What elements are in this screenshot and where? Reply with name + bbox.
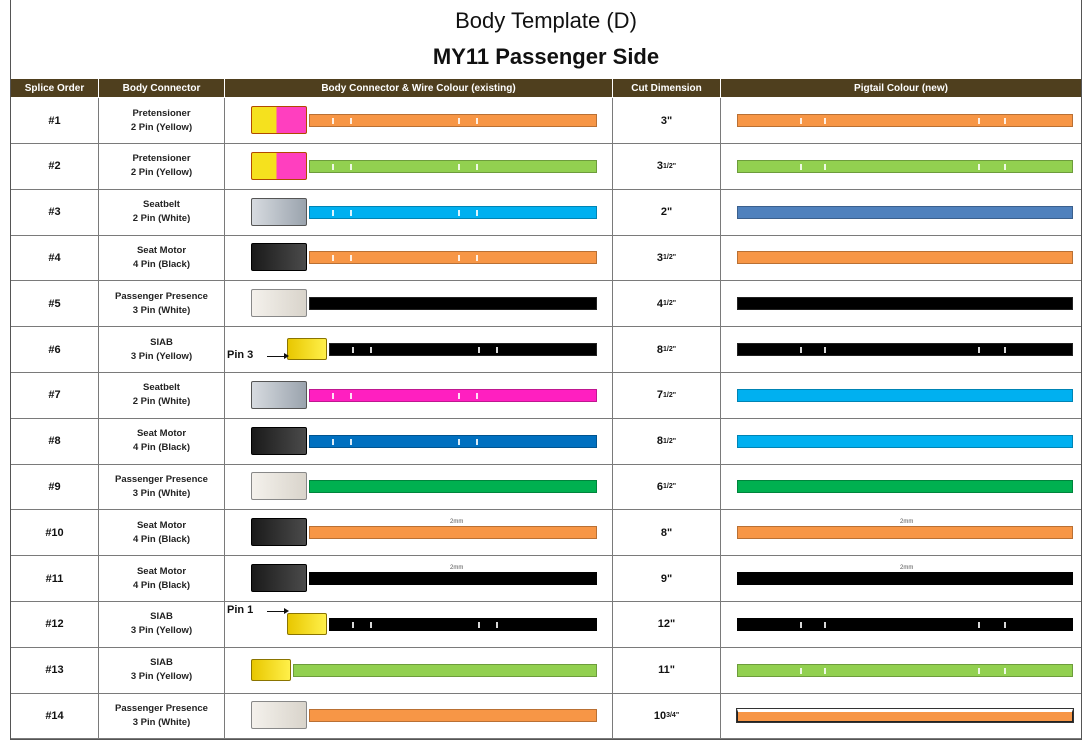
cut-fraction: 1/2" [663, 300, 677, 308]
existing-wire [309, 114, 597, 127]
connector-name: SIAB [150, 657, 173, 669]
splice-mark [824, 622, 826, 628]
splice-mark [978, 164, 980, 170]
pigtail-wire [737, 664, 1073, 677]
body-connector-cell [99, 235, 225, 280]
splice-mark [476, 439, 478, 445]
pigtail-cell [721, 373, 1081, 418]
connector-pins: 2 Pin (White) [132, 396, 191, 408]
splice-mark [350, 210, 352, 216]
connector-name: Pretensioner [132, 153, 191, 165]
splice-mark [496, 622, 498, 628]
existing-wire-cell [225, 602, 613, 647]
splice-mark [800, 668, 802, 674]
splice-mark [350, 164, 352, 170]
table-row [11, 419, 1081, 465]
pigtail-wire [737, 519, 1073, 539]
seatbelt-connector-icon [251, 381, 307, 409]
connector-name: Seatbelt [143, 382, 180, 394]
pigtail-wire [737, 389, 1073, 402]
seat-motor-connector-icon [251, 427, 307, 455]
cut-dimension [613, 602, 721, 647]
splice-order: #6 [11, 327, 99, 372]
pigtail-cell [721, 602, 1081, 647]
splice-mark [800, 118, 802, 124]
splice-mark [824, 347, 826, 353]
table-row [11, 235, 1081, 281]
cut-value: 6 [656, 480, 664, 493]
body-connector-cell [99, 602, 225, 647]
connector-pins: 4 Pin (Black) [132, 442, 191, 454]
body-template-sheet [10, 0, 1082, 740]
connector-name: Seat Motor [136, 244, 187, 256]
connector-pins: 3 Pin (White) [132, 487, 191, 499]
table-row [11, 373, 1081, 419]
cut-fraction: 3/4" [666, 712, 680, 720]
splice-mark [458, 255, 460, 261]
cut-dimension [613, 556, 721, 601]
header-wire-colour: Body Connector & Wire Colour (existing) [225, 79, 613, 97]
header-cut-dimension: Cut Dimension [613, 79, 721, 97]
existing-wire-cell [225, 190, 613, 235]
cut-value: 8 [656, 435, 664, 448]
existing-wire-cell [225, 281, 613, 326]
splice-mark [978, 622, 980, 628]
existing-wire [309, 206, 597, 219]
siab-connector-icon [287, 338, 327, 360]
cut-dimension [613, 98, 721, 143]
cut-fraction: 1/2" [663, 437, 677, 445]
pigtail-cell [721, 235, 1081, 280]
body-connector-cell [99, 327, 225, 372]
splice-mark [370, 622, 372, 628]
pigtail-note: 2mm [900, 565, 914, 571]
splice-mark [476, 164, 478, 170]
splice-order: #10 [11, 510, 99, 555]
siab-connector-icon [287, 613, 327, 635]
splice-order: #14 [11, 693, 99, 738]
existing-wire-cell [225, 419, 613, 464]
connector-pins: 3 Pin (Yellow) [130, 625, 193, 637]
existing-wire [309, 709, 597, 722]
splice-mark [332, 393, 334, 399]
pretensioner-connector-icon [251, 152, 307, 180]
cut-value: 8" [660, 526, 673, 539]
body-connector-cell [99, 281, 225, 326]
siab-connector-icon [251, 659, 291, 681]
pin-label: Pin 3 [227, 349, 254, 361]
splice-mark [1004, 347, 1006, 353]
pigtail-wire [737, 114, 1073, 127]
splice-mark [476, 255, 478, 261]
splice-mark [800, 622, 802, 628]
splice-mark [800, 347, 802, 353]
existing-wire [309, 480, 597, 493]
existing-wire [309, 519, 597, 539]
pigtail-wire [737, 343, 1073, 356]
splice-order: #5 [11, 281, 99, 326]
pigtail-cell [721, 464, 1081, 509]
table-row [11, 556, 1081, 602]
pigtail-wire [737, 618, 1073, 631]
existing-wire [309, 389, 597, 402]
cut-value: 3 [656, 251, 664, 264]
existing-wire [293, 664, 597, 677]
splice-mark [1004, 668, 1006, 674]
pigtail-wire [737, 160, 1073, 173]
page-title: Body Template (D) [455, 8, 637, 33]
existing-wire [309, 565, 597, 585]
splice-mark [1004, 118, 1006, 124]
existing-wire [309, 160, 597, 173]
splice-mark [476, 393, 478, 399]
splice-mark [496, 347, 498, 353]
table-row [11, 327, 1081, 373]
header-splice-order: Splice Order [11, 79, 99, 97]
splice-order: #12 [11, 602, 99, 647]
header-pigtail-colour: Pigtail Colour (new) [721, 79, 1081, 97]
splice-mark [1004, 622, 1006, 628]
page-subtitle: MY11 Passenger Side [432, 44, 660, 69]
pigtail-cell [721, 281, 1081, 326]
body-connector-cell [99, 373, 225, 418]
body-connector-cell [99, 464, 225, 509]
connector-pins: 3 Pin (Yellow) [130, 350, 193, 362]
cut-dimension [613, 373, 721, 418]
splice-mark [800, 164, 802, 170]
existing-wire-cell [225, 648, 613, 693]
splice-order: #11 [11, 556, 99, 601]
existing-wire-cell [225, 464, 613, 509]
pigtail-cell [721, 419, 1081, 464]
existing-wire-cell [225, 235, 613, 280]
table-row [11, 693, 1081, 739]
splice-mark [978, 118, 980, 124]
passenger-presence-connector-icon [251, 701, 307, 729]
splice-mark [824, 118, 826, 124]
body-connector-cell [99, 648, 225, 693]
pigtail-cell [721, 556, 1081, 601]
splice-mark [350, 393, 352, 399]
body-connector-cell [99, 419, 225, 464]
body-connector-cell [99, 556, 225, 601]
splice-mark [458, 393, 460, 399]
cut-fraction: 1/2" [663, 391, 677, 399]
connector-pins: 3 Pin (White) [132, 716, 191, 728]
table-row [11, 602, 1081, 648]
splice-mark [350, 118, 352, 124]
cut-dimension [613, 648, 721, 693]
splice-mark [478, 622, 480, 628]
cut-value: 4 [656, 297, 664, 310]
connector-pins: 2 Pin (White) [132, 213, 191, 225]
cut-value: 10 [653, 709, 667, 722]
connector-name: Passenger Presence [115, 473, 208, 485]
wire-note: 2mm [450, 565, 464, 571]
connector-name: Seatbelt [143, 199, 180, 211]
seat-motor-connector-icon [251, 518, 307, 546]
cut-value: 7 [656, 389, 664, 402]
table-row [11, 144, 1081, 190]
splice-mark [350, 439, 352, 445]
cut-value: 8 [656, 343, 664, 356]
splice-order: #3 [11, 190, 99, 235]
body-connector-cell [99, 144, 225, 189]
pin-arrow-icon [267, 356, 287, 357]
existing-wire-cell [225, 144, 613, 189]
splice-order: #2 [11, 144, 99, 189]
splice-mark [458, 118, 460, 124]
connector-pins: 4 Pin (Black) [132, 533, 191, 545]
pigtail-cell [721, 510, 1081, 555]
cut-dimension [613, 464, 721, 509]
existing-wire [309, 251, 597, 264]
cut-dimension [613, 281, 721, 326]
cut-value: 3" [660, 114, 673, 127]
cut-value: 9" [660, 572, 673, 585]
table-row [11, 510, 1081, 556]
cut-dimension [613, 419, 721, 464]
splice-mark [978, 668, 980, 674]
splice-mark [458, 164, 460, 170]
existing-wire-cell [225, 693, 613, 738]
splice-order: #7 [11, 373, 99, 418]
cut-dimension [613, 235, 721, 280]
connector-pins: 4 Pin (Black) [132, 258, 191, 270]
header-body-connector: Body Connector [99, 79, 225, 97]
connector-name: Passenger Presence [115, 702, 208, 714]
pigtail-cell [721, 190, 1081, 235]
existing-wire-cell [225, 373, 613, 418]
splice-mark [350, 255, 352, 261]
existing-wire [309, 435, 597, 448]
pigtail-wire [737, 565, 1073, 585]
cut-dimension [613, 144, 721, 189]
seat-motor-connector-icon [251, 243, 307, 271]
existing-wire [329, 343, 597, 356]
seat-motor-connector-icon [251, 564, 307, 592]
body-connector-cell [99, 693, 225, 738]
table-row [11, 98, 1081, 144]
cut-dimension [613, 510, 721, 555]
table-row [11, 190, 1081, 236]
cut-value: 12" [657, 618, 676, 631]
existing-wire-cell [225, 98, 613, 143]
connector-pins: 3 Pin (Yellow) [130, 671, 193, 683]
splice-order: #8 [11, 419, 99, 464]
cut-value: 3 [656, 160, 664, 173]
splice-mark [824, 164, 826, 170]
cut-fraction: 1/2" [663, 346, 677, 353]
connector-name: SIAB [150, 611, 173, 623]
splice-mark [370, 347, 372, 353]
pretensioner-connector-icon [251, 106, 307, 134]
splice-mark [476, 210, 478, 216]
body-connector-cell [99, 510, 225, 555]
splice-mark [824, 668, 826, 674]
cut-dimension [613, 327, 721, 372]
passenger-presence-connector-icon [251, 472, 307, 500]
seatbelt-connector-icon [251, 198, 307, 226]
splice-mark [352, 347, 354, 353]
connector-name: Seat Motor [136, 565, 187, 577]
pigtail-cell [721, 693, 1081, 738]
connector-pins: 2 Pin (Yellow) [130, 167, 193, 179]
connector-name: SIAB [150, 336, 173, 348]
pigtail-note: 2mm [900, 519, 914, 526]
table-row [11, 281, 1081, 327]
table-row [11, 648, 1081, 694]
existing-wire-cell [225, 327, 613, 372]
cut-dimension [613, 693, 721, 738]
connector-name: Pretensioner [132, 107, 191, 119]
connector-name: Seat Motor [136, 428, 187, 440]
pigtail-cell [721, 648, 1081, 693]
existing-wire [309, 297, 597, 310]
wire-note: 2mm [450, 519, 464, 526]
splice-mark [332, 439, 334, 445]
splice-order: #4 [11, 235, 99, 280]
pin-arrow-icon [267, 611, 287, 612]
pigtail-cell [721, 327, 1081, 372]
cut-dimension [613, 190, 721, 235]
splice-mark [332, 255, 334, 261]
pigtail-wire [737, 480, 1073, 493]
cut-fraction: 1/2" [663, 483, 677, 491]
connector-pins: 3 Pin (White) [132, 304, 191, 316]
pigtail-wire [737, 297, 1073, 310]
splice-order: #1 [11, 98, 99, 143]
cut-fraction: 1/2" [663, 162, 677, 170]
splice-mark [1004, 164, 1006, 170]
pigtail-cell [721, 144, 1081, 189]
pigtail-wire [737, 709, 1073, 722]
splice-order: #9 [11, 464, 99, 509]
existing-wire-cell [225, 556, 613, 601]
splice-mark [478, 347, 480, 353]
cut-fraction: 1/2" [663, 254, 677, 262]
connector-pins: 2 Pin (Yellow) [130, 121, 193, 133]
body-connector-cell [99, 190, 225, 235]
pin-label: Pin 1 [227, 603, 254, 616]
pigtail-cell [721, 98, 1081, 143]
connector-name: Seat Motor [136, 519, 187, 531]
passenger-presence-connector-icon [251, 289, 307, 317]
splice-mark [332, 118, 334, 124]
body-connector-cell [99, 98, 225, 143]
pigtail-wire [737, 251, 1073, 264]
connector-name: Passenger Presence [115, 290, 208, 302]
splice-order: #13 [11, 648, 99, 693]
splice-mark [458, 439, 460, 445]
existing-wire [329, 618, 597, 631]
splice-mark [332, 210, 334, 216]
table-row [11, 464, 1081, 510]
splice-mark [458, 210, 460, 216]
splice-mark [352, 622, 354, 628]
existing-wire-cell [225, 510, 613, 555]
connector-pins: 4 Pin (Black) [132, 579, 191, 591]
cut-value: 11" [658, 664, 675, 677]
cut-value: 2" [660, 206, 673, 219]
pigtail-wire [737, 206, 1073, 219]
splice-mark [332, 164, 334, 170]
splice-mark [978, 347, 980, 353]
splice-mark [476, 118, 478, 124]
pigtail-wire [737, 435, 1073, 448]
